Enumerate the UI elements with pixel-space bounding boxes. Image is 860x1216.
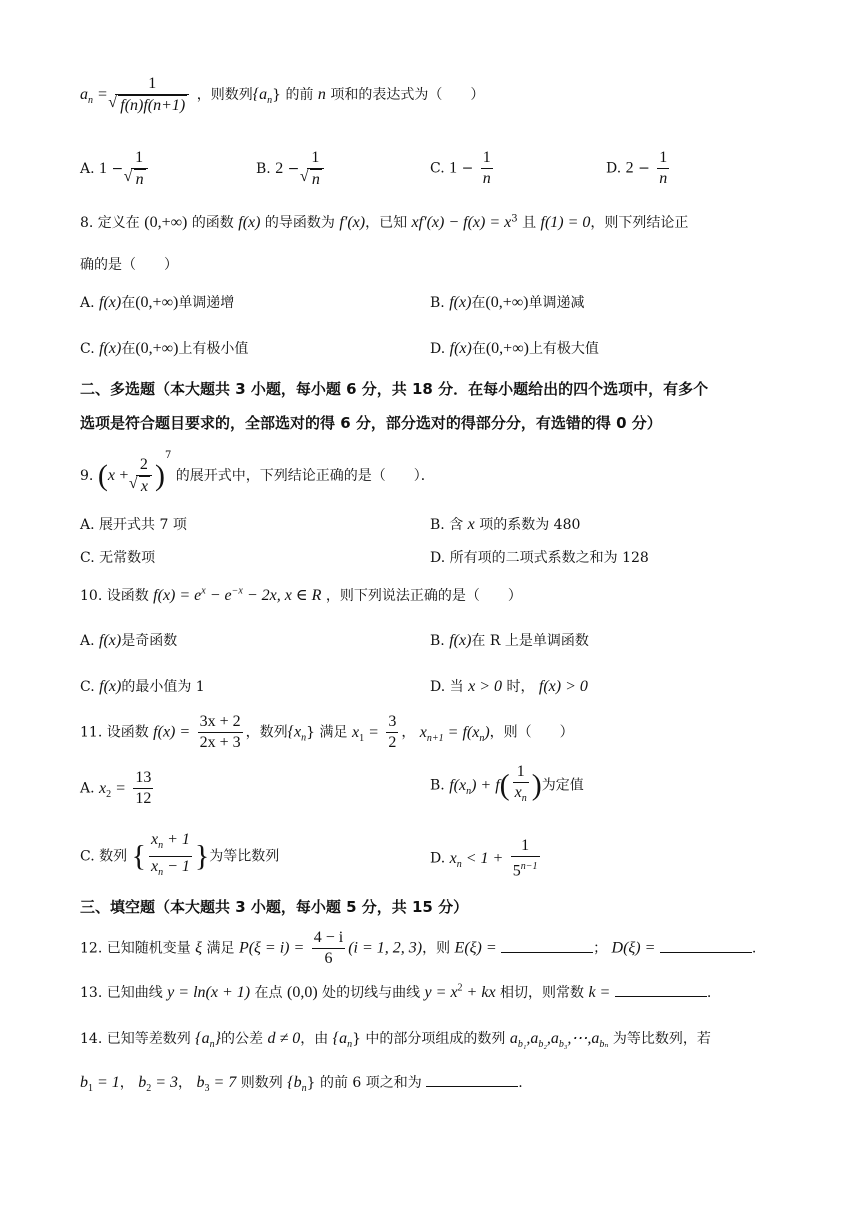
q7-sqrt-den: √ f(n)f(n+1) [118,95,187,116]
option-interval: (0,+∞) [135,294,179,311]
q14-stem-line1: 14. 已知等差数列 $\{a_n\}$的公差 d ≠ 0，由 $\{a_n\}$ 中的部分项组成的数列 $a_{b_1},a_{b_2},a_{b_3},\cdots,a_{b_n}$ 为等比数列，若 [80,1030,711,1051]
option-text: 项的系数为 480 [479,517,581,533]
option-lhs: $x_n < 1$ + [449,849,504,870]
q14-end: . [518,1075,523,1091]
option-const: 1 [99,160,108,177]
q7-option-c[interactable]: C. 1 − $\frac{1}{n}$ [430,149,491,187]
q11-option-c[interactable]: C. 数列 { $\frac{x_n + 1}{x_n - 1}$ }为等比数列 [80,830,279,883]
q12-cond: (i = 1, 2, 3) [348,939,423,957]
option-text: C. 数列 [80,848,128,865]
option-interval: (0,+∞) [485,294,529,311]
option-const: 2 [625,159,634,177]
option-frac: 1 √ n [307,148,324,190]
option-label: D. [430,850,446,867]
q14-text: ，由 [300,1031,329,1047]
q10-option-b[interactable] [430,630,589,650]
q8-text: 的导函数为 [264,215,335,231]
option-word: 在 [121,341,136,357]
q9-frac: 2 √ x [136,455,152,497]
option-text: 时， [506,679,535,695]
q12-p: P(ξ = i) = [238,939,305,957]
section3-heading: 三、填空题（本大题共 3 小题，每小题 5 分，共 15 分） [80,898,469,916]
q11-fx: f(x) = [153,723,191,741]
q9-option-b[interactable] [430,514,580,534]
q10-text: ，则下列说法正确的是（ ） [325,588,522,604]
option-frac: 1 √ n [131,148,148,190]
option-frac: $\frac{1}{n}$ [482,149,491,187]
option-cond: x > 0 [468,678,502,695]
option-text: 在 R 上是单调函数 [471,633,589,649]
option-label: A. [80,161,95,177]
option-frac: $\frac{x_n + 1}{x_n - 1}$ [150,831,190,879]
q11-x1: $x_1$ = [351,723,379,744]
option-interval: (0,+∞) [485,340,529,357]
section2-heading-line2: 选项是符合题目要求的，全部选对的得 6 分，部分选对的得部分分，有选错的得 0 分） [80,414,662,432]
option-const: 1 [449,159,458,177]
option-label: B. [256,161,271,177]
option-result: f(x) > 0 [538,678,588,695]
option-fx: f(x) [99,340,122,357]
option-word: 在 [471,341,486,357]
q8-stem-line2: 确的是（ ） [80,257,178,273]
q12-expectation: E(ξ) = [454,939,497,957]
q8-text: ，已知 [365,215,408,231]
option-word: 在 [121,295,136,311]
q14-stem-line2: $b_1 = 1$， $b_2 = 3$， $b_3 = 7$ 则数列 $\{b_n\}$ 的前 6 项之和为 . [80,1074,523,1095]
option-fx: f(x) [99,294,122,311]
q8-interval: (0,+∞) [144,214,188,231]
q14-blank[interactable] [426,1072,518,1087]
option-label: B. [430,777,445,794]
q11-text: } 满足 [306,724,348,741]
option-frac: $\frac{1}{x_n}$ [514,763,527,805]
q11-stem: 11. 设函数 f(x) = $\frac{3x + 2}{2x + 3}$ ，数列$\{x_n\}$ 满足 $x_1$ = $\frac{3}{2}$ ， $x_{n+1} = f(x_n)$，则（ ） [80,713,574,751]
q7-option-a[interactable]: A. 1 − 1 √ n [80,148,151,190]
q11-text: ，则（ ） [489,724,574,741]
q12-variance: D(ξ) = [611,939,656,957]
option-text: B. 含 [430,517,464,533]
q11-option-d[interactable] [430,836,543,881]
q14-seq: $\{a_n\}$ [195,1030,221,1051]
q11-rec: $x_{n+1} = f(x_n)$ [419,723,490,744]
q14-list: $a_{b_1},a_{b_2},a_{b_3},\cdots,a_{b_n}$ [509,1030,609,1051]
q8-option-c[interactable] [80,338,248,358]
option-word: 在 [471,295,486,311]
q11-seq: {x [287,723,302,741]
q13-text: 相切，则常数 [500,985,584,1001]
option-text: 为等比数列 [209,848,280,865]
q10-option-a[interactable] [80,630,177,650]
q11-option-b[interactable]: B. $f(x_n) + f$( $\frac{1}{x_n}$ )为定值 [430,762,584,809]
option-lhs: $x_2$ = [99,779,126,800]
option-text: 上有极小值 [178,341,249,357]
q8-cond: f(1) = 0 [540,214,591,231]
q8-exp: 3 [511,213,518,225]
q9-stem: 9. (x + 2 √ x )$^7$ 的展开式中，下列结论正确的是（ ）． [80,450,435,497]
q7-text2: } 的前 [272,87,314,103]
q12-sep: ； [593,940,608,957]
q9-power: 7 [164,450,172,461]
option-text: D. 当 [430,679,464,695]
q12-blank-d[interactable] [660,938,752,953]
option-label: C. [80,679,95,695]
q8-stem-line1 [80,212,688,232]
q13-curve: y = ln(x + 1) [167,984,251,1001]
option-frac: $\frac{1}{5^{n-1}}$ [512,837,538,880]
q13-k: k = [588,984,611,1001]
q12-xi: ξ [195,939,203,957]
q10-option-d[interactable] [430,676,588,696]
q14-text: } 中的部分项组成的数列 [352,1031,506,1047]
q13-end: . [706,985,712,1001]
q11-x1-frac: $\frac{3}{2}$ [388,713,397,751]
q9-plus: + [119,467,129,484]
q9-stem-text: 的展开式中，下列结论正确的是（ ）． [175,468,435,484]
option-expr: $f(x_n) + f$ [449,776,500,797]
option-label: A. [80,633,95,649]
q13-point: (0,0) [286,984,318,1001]
q14-text: } 的前 6 项之和为 [306,1075,422,1091]
q11-frac: $\frac{3x + 2}{2x + 3}$ [199,713,241,751]
option-text: 上有极大值 [528,341,599,357]
option-text: 单调递增 [178,295,235,311]
q7-formula-line: $a_n$ = 1 √ f(n)f(n+1) ，则数列$\{a_n\}$ 的前 n 项和的表达式为（ ） [80,74,484,116]
q13-stem [80,982,711,1002]
q7-option-b[interactable]: B. 2 − 1 √ n [256,148,327,190]
option-label: B. [430,633,445,649]
option-label: A. [80,295,95,311]
q7-seq: {a [252,86,268,103]
q9-number: 9. [80,468,94,484]
q8-text: 8. 定义在 [80,215,140,231]
q14-b2: $b_2 = 3$ [138,1074,179,1095]
q8-option-a[interactable] [80,292,234,312]
q8-eq: xf′(x) − f(x) = x [411,214,512,231]
q7-option-d[interactable]: D. 2 − $\frac{1}{n}$ [606,149,668,187]
option-label: C. [80,341,95,357]
q13-text: 处的切线与曲线 [322,985,421,1001]
q7-fraction: 1 √ f(n)f(n+1) [115,74,189,116]
option-fx: f(x) [99,632,122,649]
q13-blank[interactable] [615,982,707,997]
q7-an: $a_n$ = [80,86,108,107]
q12-blank-e[interactable] [501,938,593,953]
q8-text: 的函数 [191,215,234,231]
q13-text: 13. 已知曲线 [80,985,163,1001]
q9-option-d[interactable]: D. 所有项的二项式系数之和为 128 [430,550,649,566]
option-fx: f(x) [99,678,122,695]
q11-option-a[interactable] [80,768,156,809]
q10-option-c[interactable] [80,676,205,696]
option-text: 是奇函数 [121,633,178,649]
q11-text: ，数列 [245,724,288,741]
option-label: C. [430,160,445,177]
option-label: B. [430,295,445,311]
option-fx: f(x) [449,294,472,311]
q12-text: ，则 [422,940,451,957]
q9-x: x [107,467,115,484]
option-x: x [467,516,475,533]
q10-func: $f(x) = e^x - e^{-x} - 2x$, x ∈ R [153,585,322,604]
option-frac: $\frac{13}{12}$ [135,769,152,807]
q12-frac: $\frac{4 - i}{6}$ [313,929,344,967]
q8-text: 且 [522,215,537,231]
option-text: 为定值 [541,777,584,794]
option-fx: f(x) [449,632,472,649]
q7-n: n [317,86,326,103]
option-interval: (0,+∞) [135,340,179,357]
option-label: D. [606,160,622,177]
q8-fx: f(x) [238,214,261,231]
q14-text: 14. 已知等差数列 [80,1031,191,1047]
q14-d: d ≠ 0 [267,1030,301,1047]
q14-b1: $b_1 = 1$ [80,1074,120,1095]
q12-stem [80,928,756,969]
q9-option-c[interactable]: C. 无常数项 [80,550,156,566]
option-text: 的最小值为 1 [121,679,205,695]
q10-text: 10. 设函数 [80,588,149,604]
q8-fpx: f′(x) [339,214,366,231]
q12-text: 12. 已知随机变量 [80,940,191,957]
q12-end: . [751,940,757,957]
section2-heading-line1: 二、多选题（本大题共 3 小题，每小题 6 分，共 18 分．在每小题给出的四个选项中，有多个 [80,380,709,398]
option-label: D. [430,341,446,357]
q7-text1: ，则数列 [196,87,253,103]
option-text: 单调递减 [528,295,585,311]
q14-seq2: {$a_n$ [332,1030,353,1051]
q10-stem [80,585,522,605]
q14-text: 则数列 [240,1075,283,1091]
q7-text3: 项和的表达式为（ ） [330,87,485,103]
q8-text: ，则下列结论正 [590,215,689,231]
q13-curve2: $y = x^2$ + kx [424,982,496,1001]
q12-text: 满足 [206,940,235,957]
q13-text: 在点 [254,985,283,1001]
q11-text: 11. 设函数 [80,724,149,741]
q14-text: 为等比数列，若 [612,1031,711,1047]
option-frac: $\frac{1}{n}$ [659,149,668,187]
q14-b3: $b_3 = 7$ [196,1074,237,1095]
q9-option-a[interactable]: A. 展开式共 7 项 [80,517,187,533]
q8-option-d[interactable] [430,338,599,358]
q14-bseq: {$b_n$ [287,1074,307,1095]
option-const: 2 [275,160,284,177]
option-fx: f(x) [449,340,472,357]
q8-option-b[interactable] [430,292,585,312]
option-label: A. [80,780,95,797]
